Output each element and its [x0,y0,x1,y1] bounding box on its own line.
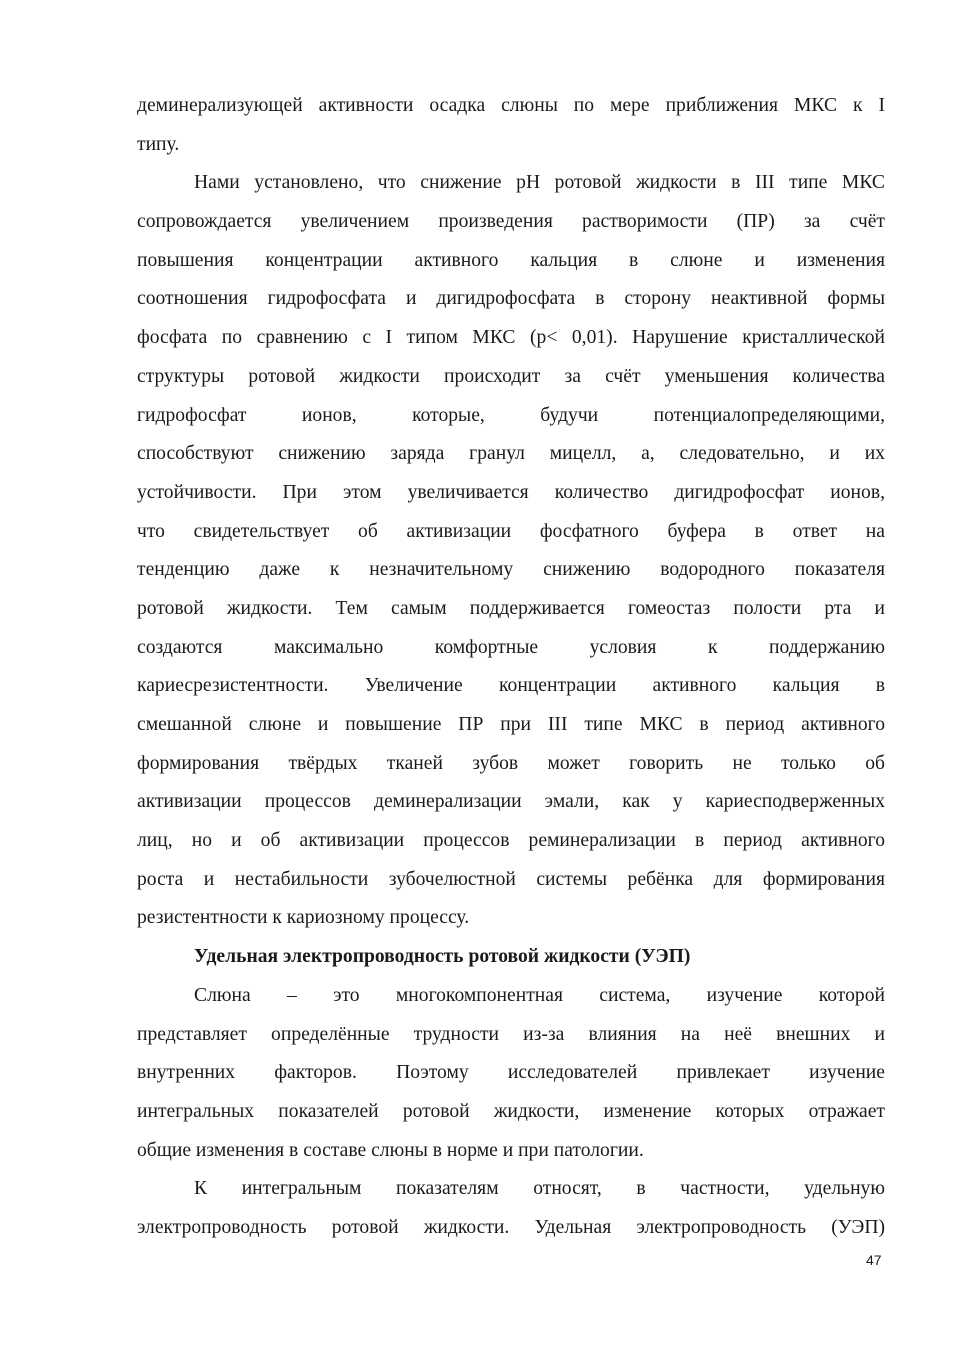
paragraph [137,164,885,938]
text-line: Удельная электропроводность ротовой жидкости (УЭП) [194,946,691,968]
text-line: сопровождается увеличением произведения растворимости (ПР) за счёт [137,211,885,233]
page-number: 47 [866,1252,882,1268]
text-line: устойчивости. При этом увеличивается количество дигидрофосфат ионов, [137,481,885,503]
document-page [137,87,885,1248]
text-line: создаются максимально комфортные условия к поддержанию [137,636,885,658]
text-line: соотношения гидрофосфата и дигидрофосфата в сторону неактивной формы [137,288,885,310]
paragraph [137,977,885,1170]
text-line: способствуют снижению заряда гранул мицелл, а, следовательно, и их [137,443,885,465]
text-line: представляет определённые трудности из-за влияния на неё внешних и [137,1023,885,1045]
text-line: смешанной слюне и повышение ПР при III типе МКС в период активного [137,714,885,735]
text-line: что свидетельствует об активизации фосфатного буфера в ответ на [137,520,885,542]
paragraph [137,1170,885,1247]
text-line: активизации процессов деминерализации эмали, как у кариесподверженных [137,791,885,813]
text-line: гидрофосфат ионов, которые, будучи потенциалопределяющими, [137,404,885,426]
document-body [137,87,885,1248]
text-line: интегральных показателей ротовой жидкости, изменение которых отражает [137,1100,885,1122]
text-line: фосфата по сравнению с I типом МКС (p< 0,01). Нарушение кристаллической [137,327,885,349]
text-line: внутренних факторов. Поэтому исследователей привлекает изучение [137,1062,885,1084]
text-line: электропроводность ротовой жидкости. Удельная электропроводность (УЭП) [137,1216,885,1238]
text-line: ротовой жидкости. Тем самым поддерживается гомеостаз полости рта и [137,597,885,619]
text-line: формирования твёрдых тканей зубов может говорить не только об [137,752,885,774]
text-line: К интегральным показателям относят, в частности, удельную [194,1178,885,1200]
text-line: Слюна – это многокомпонентная система, изучение которой [194,984,885,1006]
section-heading [137,938,885,977]
text-line: структуры ротовой жидкости происходит за счёт уменьшения количества [137,365,885,387]
text-line: резистентности к кариозному процессу. [137,907,470,929]
text-line: тенденцию даже к незначительному снижению водородного показателя [137,559,885,581]
text-line: Нами установлено, что снижение pH ротовой жидкости в III типе МКС [194,172,885,194]
text-line: деминерализующей активности осадка слюны по мере приближения МКС к I [137,95,885,116]
text-line: общие изменения в составе слюны в норме и при патологии. [137,1139,644,1161]
text-line: повышения концентрации активного кальция в слюне и изменения [137,249,885,271]
text-line: кариесрезистентности. Увеличение концентрации активного кальция в [137,675,885,697]
text-line: лиц, но и об активизации процессов реминерализации в период активного [137,830,885,852]
paragraph [137,87,885,164]
text-line: роста и нестабильности зубочелюстной системы ребёнка для формирования [137,868,885,890]
text-line: типу. [137,133,180,155]
